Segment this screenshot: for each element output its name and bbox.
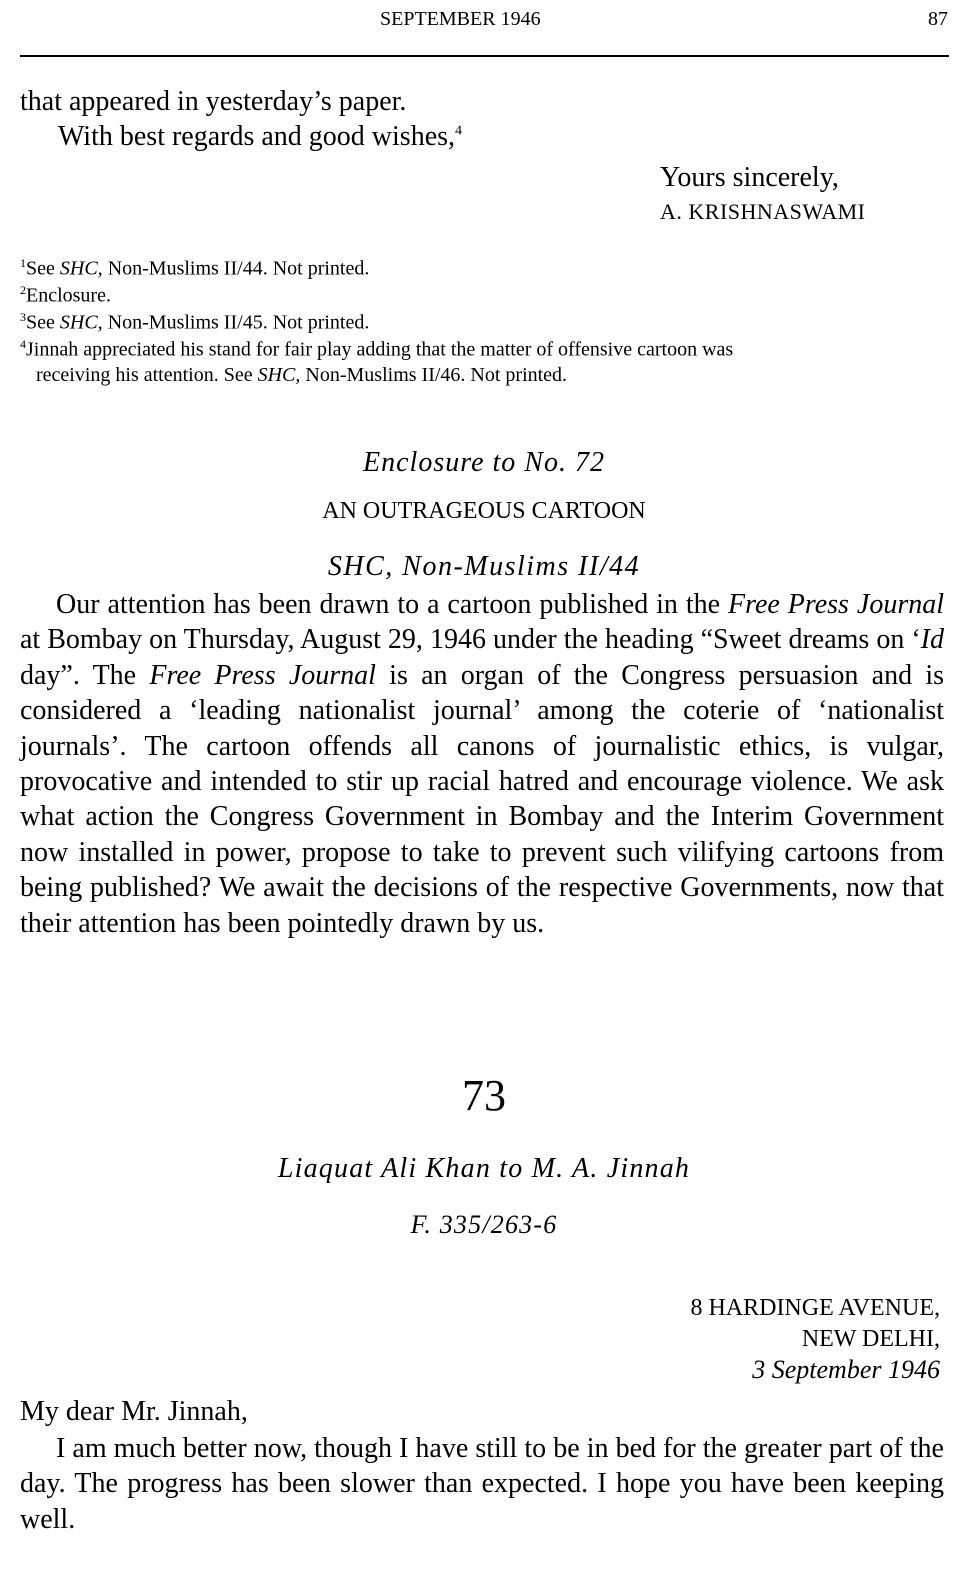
letter-body: I am much better now, though I have still to be in bed for the greater part of the day. The progress has been slower than expected. I hope you have been keeping well.: [20, 1433, 944, 1535]
enclosure-heading: Enclosure to No. 72: [363, 447, 605, 478]
enclosure-reference: SHC, Non-Muslims II/44: [327, 551, 641, 582]
running-title: SEPTEMBER 1946: [380, 8, 541, 30]
sender-address: [690, 1294, 940, 1384]
file-reference: F. 335/263-6: [410, 1210, 558, 1239]
footnote-continuation: receiving his attention. See SHC, Non-Muslims II/46. Not printed.: [36, 364, 568, 386]
letter-date: 3 September 1946: [752, 1355, 940, 1384]
footnote: $^1$See SHC, Non-Muslims II/44. Not printed.: [20, 256, 370, 280]
complimentary-close: Yours sincerely,: [660, 162, 839, 193]
footnote: $^2$Enclosure.: [20, 283, 111, 307]
regards-line: With best regards and good wishes,$^4$: [58, 121, 463, 152]
footnote: $^4$Jinnah appreciated his stand for fair play adding that the matter of offensive cartoon was: [20, 337, 734, 361]
document-number: 73: [462, 1071, 506, 1120]
page-number: 87: [928, 8, 948, 30]
salutation: My dear Mr. Jinnah,: [20, 1396, 248, 1427]
address-line: 8 HARDINGE AVENUE,: [690, 1295, 940, 1321]
signature: A. KRISHNASWAMI: [660, 199, 866, 224]
letter-closing-line: that appeared in yesterday’s paper.: [20, 86, 407, 117]
document-from-to: Liaquat Ali Khan to M. A. Jinnah: [277, 1153, 691, 1184]
enclosure-body: Our attention has been drawn to a cartoon published in the Free Press Journal at Bombay on Thursday, August 29, 1946 under the heading “Sweet dreams on ‘Id day”. The Free Press Journal is an organ of the Congress persuasion and is considered a ‘leading nationalist journal’ among the coterie of ‘nationalist journals’. The cartoon offends all canons of journalistic ethics, is vulgar, provocative and intended to stir up racial hatred and encourage violence. We ask what action the Congress Government in Bombay and the Interim Government now installed in power, propose to take to prevent such vilifying cartoons from being published? We await the decisions of the respective Governments, now that their attention has been pointedly drawn by us.: [20, 589, 944, 939]
address-line: NEW DELHI,: [801, 1326, 940, 1352]
footnote-ref: 4: [455, 123, 463, 139]
header-rule: [20, 55, 949, 57]
enclosure-title: AN OUTRAGEOUS CARTOON: [322, 498, 646, 524]
footnote: $^3$See SHC, Non-Muslims II/45. Not printed.: [20, 310, 370, 334]
